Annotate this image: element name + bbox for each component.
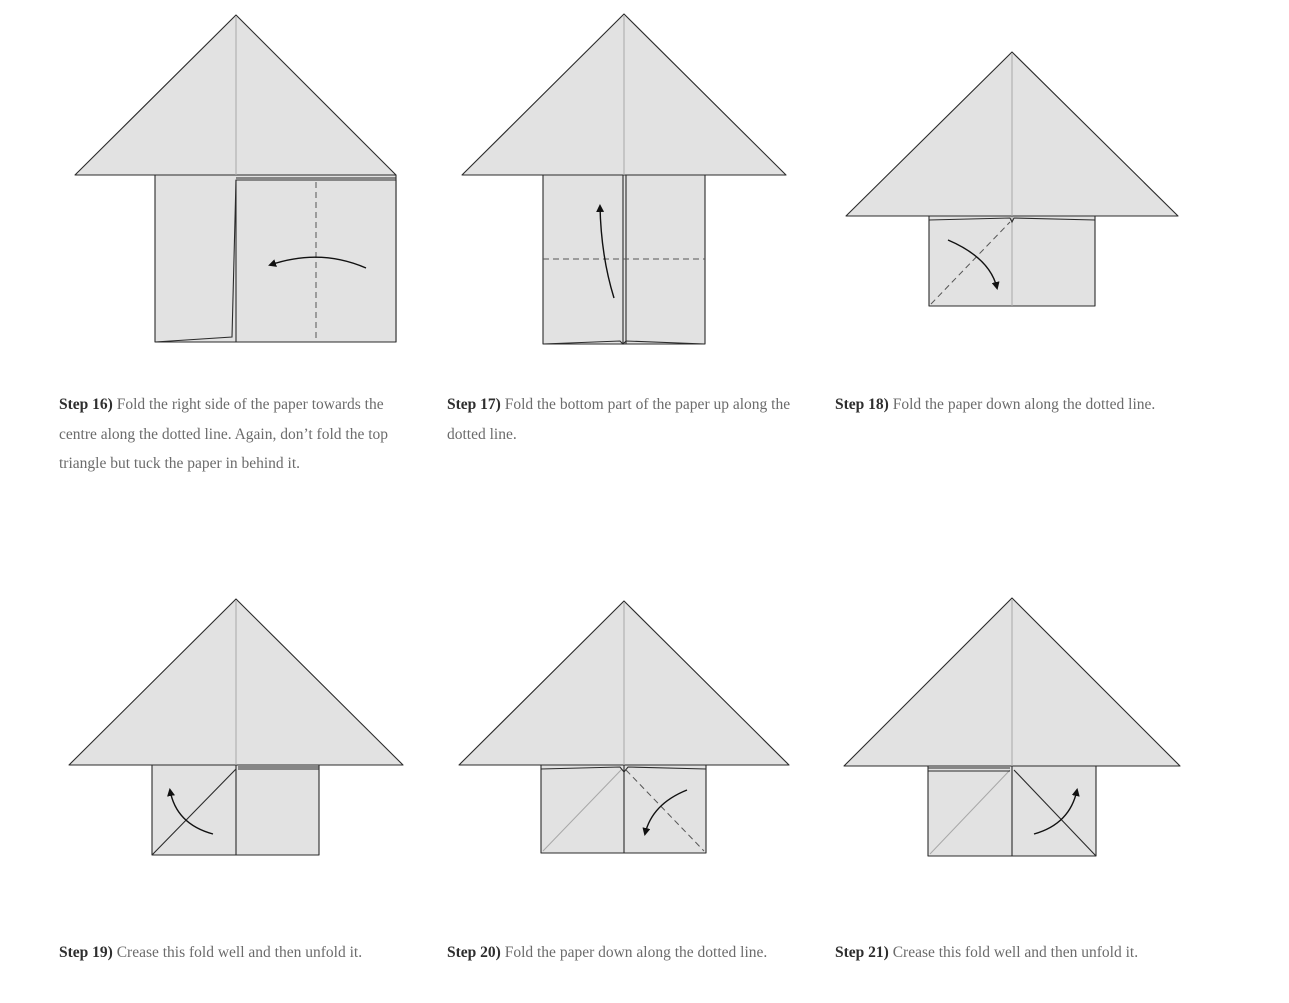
step-label: Step 18) [835, 396, 889, 413]
step-text: Fold the bottom part of the paper up along the dotted line. [447, 396, 791, 443]
step-20-caption [447, 938, 827, 968]
step-21-caption [835, 938, 1235, 968]
step-16-diagram [75, 15, 396, 342]
step-text: Crease this fold well and then unfold it. [112, 944, 363, 961]
step-label: Step 20) [447, 944, 501, 961]
step-20-diagram [459, 601, 789, 853]
step-text: Crease this fold well and then unfold it. [888, 944, 1139, 961]
step-text: Fold the right side of the paper towards the centre along the dotted line. Again, don’t fold the top triangle but tuck the paper in behind it. [59, 396, 389, 472]
step-18-diagram [846, 52, 1178, 306]
step-16-caption [59, 390, 409, 479]
step-label: Step 19) [59, 944, 113, 961]
step-text: Fold the paper down along the dotted line. [888, 396, 1156, 413]
step-17-caption [447, 390, 812, 449]
step-19-caption [59, 938, 429, 968]
step-label: Step 21) [835, 944, 889, 961]
step-21-diagram [844, 598, 1180, 856]
step-label: Step 16) [59, 396, 113, 413]
step-label: Step 17) [447, 396, 501, 413]
step-text: Fold the paper down along the dotted line. [500, 944, 768, 961]
step-19-diagram [69, 599, 403, 855]
step-17-diagram [462, 14, 786, 344]
step-18-caption [835, 390, 1235, 420]
